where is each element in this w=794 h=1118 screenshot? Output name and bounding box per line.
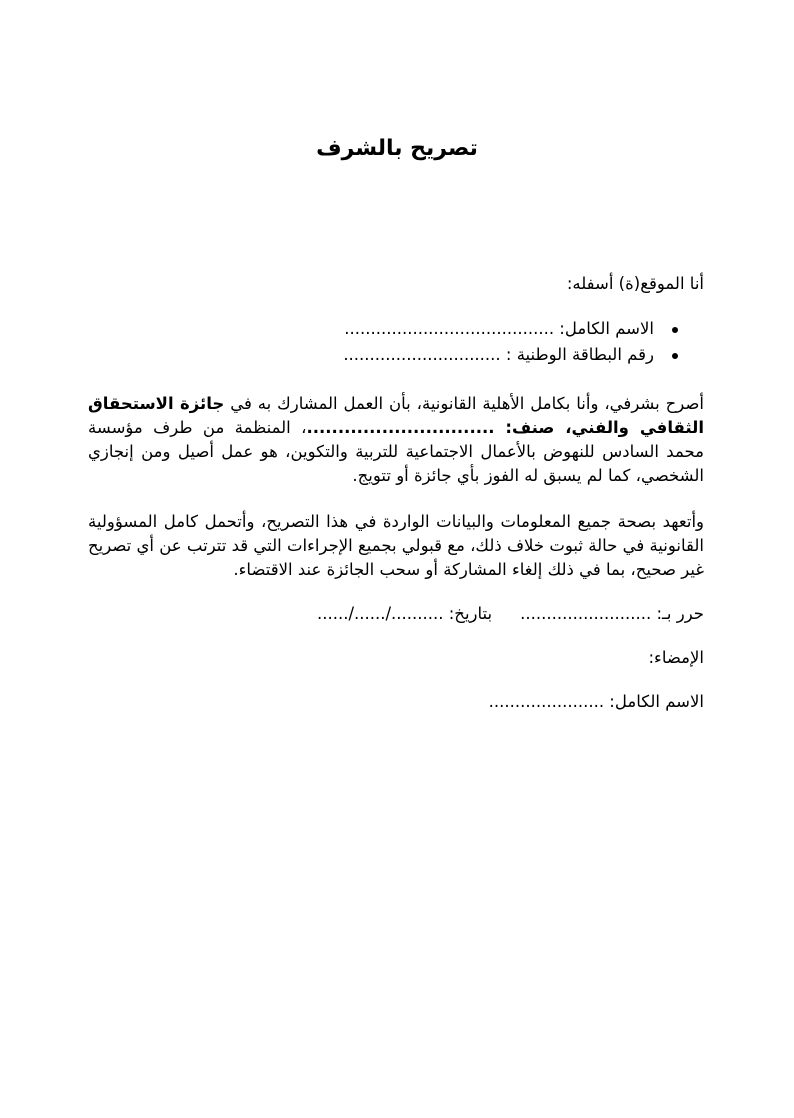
date-label: بتاريخ: ........../....../...... [317,604,493,623]
award-name: جائزة الاستحقاق الثقافي والفني، صنف: .............................. [88,394,704,437]
commitment-paragraph: وأتعهد بصحة جميع المعلومات والبيانات الواردة في هذا التصريح، وأتحمل كامل المسؤولية القانونية في حالة ثبوت خلاف ذلك، مع قبولي بجميع الإجراءات التي قد تترتب عن أي تصريح غير صحيح، بما في ذلك إلغاء المشاركة أو سحب الجائزة عند الاقتضاء. [88,512,704,579]
declaration-part2: ، المنظمة من طرف مؤسسة محمد السادس للنهوض بالأعمال الاجتماعية للتربية والتكوين، هو عمل أصيل ومن إنجازي الشخصي، كما لم يسبق له الفوز بأي جائزة أو تتويج. [88,418,704,485]
bullet-icon [672,327,678,333]
signature-label: الإمضاء: [648,648,704,667]
field-full-name-text: الاسم الكامل: ........................................ [344,319,654,338]
field-full-name [254,316,654,342]
declaration-paragraph [88,392,704,488]
field-national-id-text: رقم البطاقة الوطنية : .............................. [343,345,654,364]
signer-name-label: الاسم الكامل: ...................... [488,692,704,711]
intro-line: أنا الموقع(ة) أسفله: [566,274,704,293]
identity-fields [254,316,654,368]
document-title: تصريح بالشرف [316,136,478,161]
declaration-part1: أصرح بشرفي، وأنا بكامل الأهلية القانونية، بأن العمل المشارك به في [224,394,704,413]
place-date-row [317,604,704,623]
field-national-id [254,342,654,368]
bullet-icon [672,353,678,359]
place-label: حرر بـ: ......................... [520,604,704,623]
